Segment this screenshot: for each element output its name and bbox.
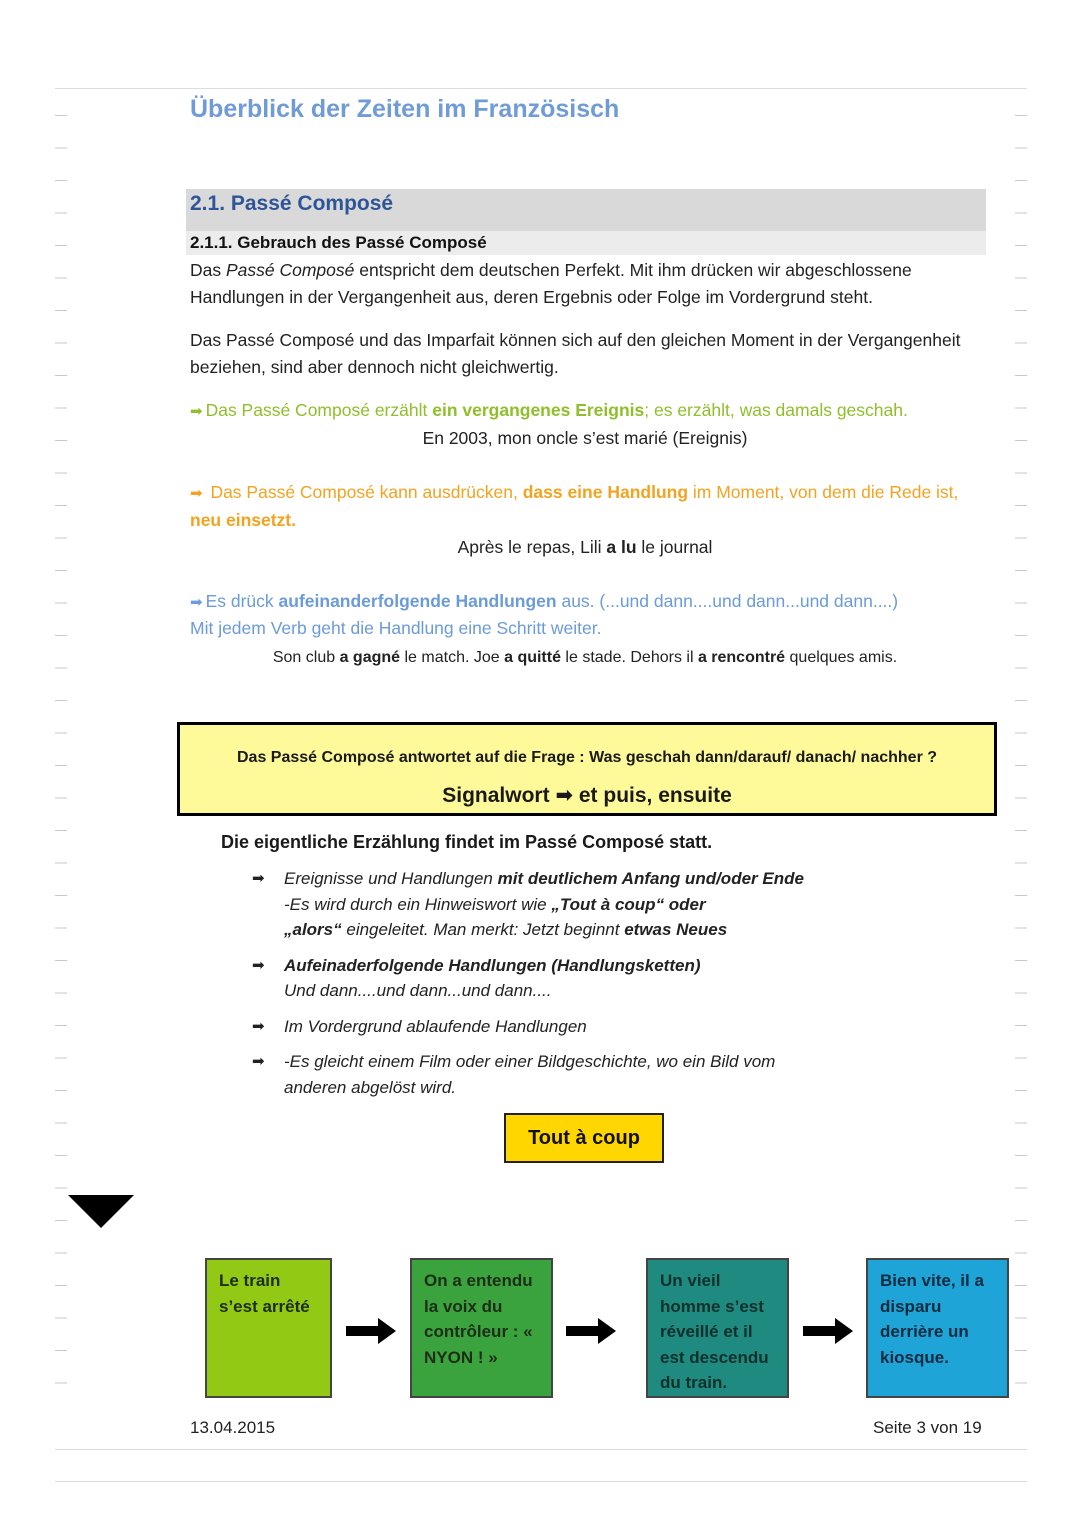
footer-page-number: Seite 3 von 19 (873, 1418, 982, 1437)
page-title: Überblick der Zeiten im Französisch (190, 95, 620, 123)
arrow-right-icon (566, 1316, 618, 1346)
rule-3: ➡ Es drück aufeinanderfolgende Handlungen aus. (...und dann....und dann...und dann....) (190, 591, 899, 611)
section-title: 2.1. Passé Composé (190, 192, 394, 215)
arrow-right-icon: ➡ (190, 485, 203, 502)
arrow-right-icon: ➡ (190, 594, 203, 611)
arrow-right-icon: ➡ (252, 1017, 265, 1035)
rule-3-line-2: Mit jedem Verb geht die Handlung eine Schritt weiter. (190, 618, 602, 638)
arrow-right-icon: ➡ (190, 403, 203, 420)
footer-date: 13.04.2015 (190, 1418, 276, 1437)
top-rule (55, 88, 1027, 89)
bottom-rule (55, 1449, 1027, 1450)
rule-3-example: Son club a gagné le match. Joe a quitté le stade. Dehors il a rencontré quelques amis. (272, 649, 898, 666)
bullet-list (252, 866, 852, 1110)
list-item: ➡ Aufeinaderfolgende Handlungen (Handlungsketten) Und dann....und dann...und dann.... (252, 953, 852, 1004)
flow-box-2: On a entendu la voix du contrôleur : « NYON ! » (410, 1258, 553, 1398)
question-box (177, 722, 997, 816)
triangle-down-icon (68, 1195, 134, 1228)
arrow-right-icon: ➡ (555, 784, 574, 807)
right-margin-ticks (1015, 115, 1027, 1405)
tout-a-coup-label: Tout à coup (504, 1113, 664, 1163)
intro-paragraph-1: Das Passé Composé entspricht dem deutschen Perfekt. Mit ihm drücken wir abgeschlossene Handlungen in der Vergangenheit aus, deren Ergebnis oder Folge im Vordergrund steht. (190, 260, 912, 307)
arrow-right-icon: ➡ (252, 870, 265, 887)
arrow-right-icon: ➡ (252, 956, 265, 974)
rule-2-example: Après le repas, Lili a lu le journal (457, 537, 713, 557)
left-margin-ticks (55, 115, 67, 1405)
arrow-right-icon (803, 1316, 855, 1346)
intro-paragraph-2: Das Passé Composé und das Imparfait können sich auf den gleichen Moment in der Vergangenheit beziehen, sind aber dennoch nicht gleichwertig. (190, 330, 961, 377)
narrative-heading: Die eigentliche Erzählung findet im Passé Composé statt. (221, 832, 713, 852)
list-item: ➡ Im Vordergrund ablaufende Handlungen (252, 1014, 852, 1040)
flow-box-3: Un vieil homme s’est réveillé et il est descendu du train. (646, 1258, 789, 1398)
flow-box-1: Le train s’est arrêté (205, 1258, 332, 1398)
flow-box-4: Bien vite, il a disparu derrière un kiosque. (866, 1258, 1009, 1398)
rule-2: ➡ Das Passé Composé kann ausdrücken, dass eine Handlung im Moment, von dem die Rede ist, neu einsetzt. (190, 482, 959, 530)
signal-word: Signalwort ➡ et puis, ensuite (442, 784, 732, 807)
arrow-right-icon: ➡ (252, 1053, 265, 1070)
arrow-right-icon (346, 1316, 398, 1346)
question-text: Das Passé Composé antwortet auf die Frage : Was geschah dann/darauf/ danach/ nachher ? (236, 749, 938, 766)
rule-1-example: En 2003, mon oncle s’est marié (Ereignis) (422, 428, 748, 448)
list-item: ➡ Ereignisse und Handlungen mit deutlichem Anfang und/oder Ende -Es wird durch ein Hinweiswort wie „Tout à coup“ oder „alors“ eingeleitet. Man merkt: Jetzt beginnt etwas Neues (252, 866, 852, 943)
rule-1: ➡ Das Passé Composé erzählt ein vergangenes Ereignis; es erzählt, was damals geschah. (190, 400, 908, 420)
bottom-rule-2 (55, 1481, 1027, 1482)
list-item: ➡ -Es gleicht einem Film oder einer Bildgeschichte, wo ein Bild vom anderen abgelöst wird. (252, 1049, 804, 1100)
subsection-title: 2.1.1. Gebrauch des Passé Composé (190, 233, 487, 252)
